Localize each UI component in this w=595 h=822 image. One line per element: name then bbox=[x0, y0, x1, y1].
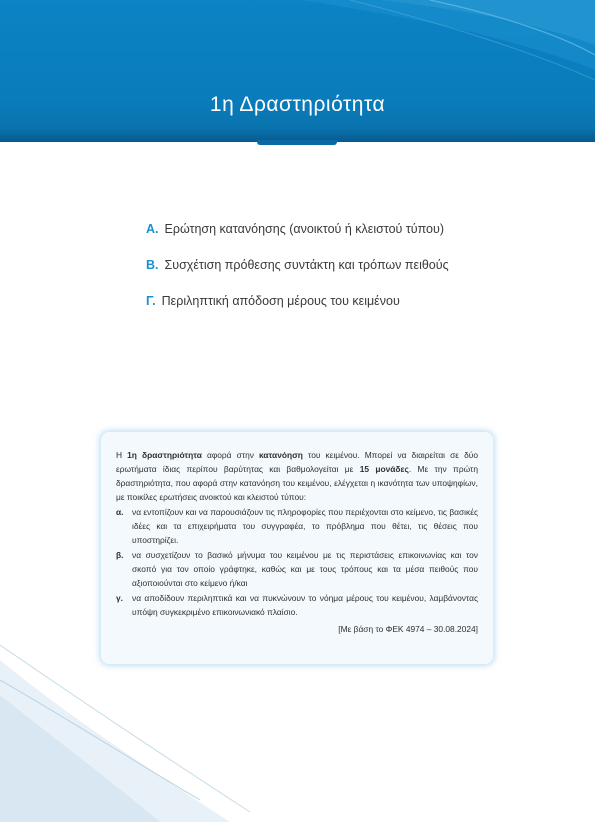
source-citation: [Με βάση το ΦΕΚ 4974 – 30.08.2024] bbox=[338, 624, 478, 634]
header-banner bbox=[0, 0, 595, 142]
activity-letter: Β. bbox=[146, 258, 159, 272]
activity-text: Ερώτηση κατανόησης (ανοικτού ή κλειστού τύπου) bbox=[164, 222, 445, 236]
header-wave-decoration bbox=[0, 0, 595, 142]
intro-text: του κειμένου. Μπορεί να διαιρείται σε δύο ερωτήματα ίδιας περίπου βαρύτητας και βαθμολογείται με bbox=[116, 450, 478, 474]
info-intro bbox=[116, 448, 478, 504]
info-list-letter: β. bbox=[116, 550, 124, 560]
activity-text: Περιληπτική απόδοση μέρους του κειμένου bbox=[161, 294, 400, 308]
info-list-text: να αποδίδουν περιληπτικά και να πυκνώνουν το νόημα μέρους του κειμένου, λαμβάνοντας υπόψη συγκεκριμένο επικοινωνιακό πλαίσιο. bbox=[132, 593, 478, 617]
header-tab bbox=[257, 140, 337, 145]
activity-text: Συσχέτιση πρόθεσης συντάκτη και τρόπων πειθούς bbox=[164, 258, 449, 272]
intro-bold: 1η δραστηριότητα bbox=[127, 450, 202, 460]
activity-letter: Α. bbox=[146, 222, 159, 236]
activity-item-a bbox=[146, 222, 546, 258]
info-box bbox=[101, 432, 493, 664]
info-list-item bbox=[116, 591, 478, 619]
intro-text: αφορά στην bbox=[201, 450, 259, 460]
activity-item-c bbox=[146, 294, 546, 330]
info-list-item bbox=[116, 505, 478, 547]
page-title: 1η Δραστηριότητα bbox=[209, 93, 386, 116]
bottom-wave-decoration bbox=[0, 640, 595, 822]
info-list-text: να συσχετίζουν το βασικό μήνυμα του κειμένου με τις περιστάσεις επικοινωνίας και τον σκοπό για τον οποίο γράφτηκε, καθώς και με τους τρόπους και τα μέσα πειθούς που αξιοποιούνται στο κείμενο ή/και bbox=[132, 550, 478, 588]
info-list-letter: γ. bbox=[116, 593, 123, 603]
info-list-text: να εντοπίζουν και να παρουσιάζουν τις πληροφορίες που περιέχονται στο κείμενο, τις βασικές ιδέες και τα επιχειρήματα του συγγραφέα, το πρόβλημα που θέτει, τις θέσεις που υποστηρίζει. bbox=[132, 507, 478, 545]
info-list-letter: α. bbox=[116, 507, 124, 517]
activity-letter: Γ. bbox=[146, 294, 156, 308]
activity-list bbox=[146, 222, 546, 330]
intro-text: . Με την πρώτη δραστηριότητα, που αφορά στην κατανόηση του κειμένου, ελέγχεται η ικανότητα των υποψηφίων, με ποικίλες ερωτήσεις ανοικτού και κλειστού τύπου: bbox=[116, 464, 478, 502]
intro-text: Η bbox=[116, 450, 128, 460]
intro-bold: κατανόηση bbox=[259, 450, 303, 460]
activity-item-b bbox=[146, 258, 546, 294]
info-list-item bbox=[116, 548, 478, 590]
intro-bold: 15 μονάδες bbox=[359, 464, 409, 474]
